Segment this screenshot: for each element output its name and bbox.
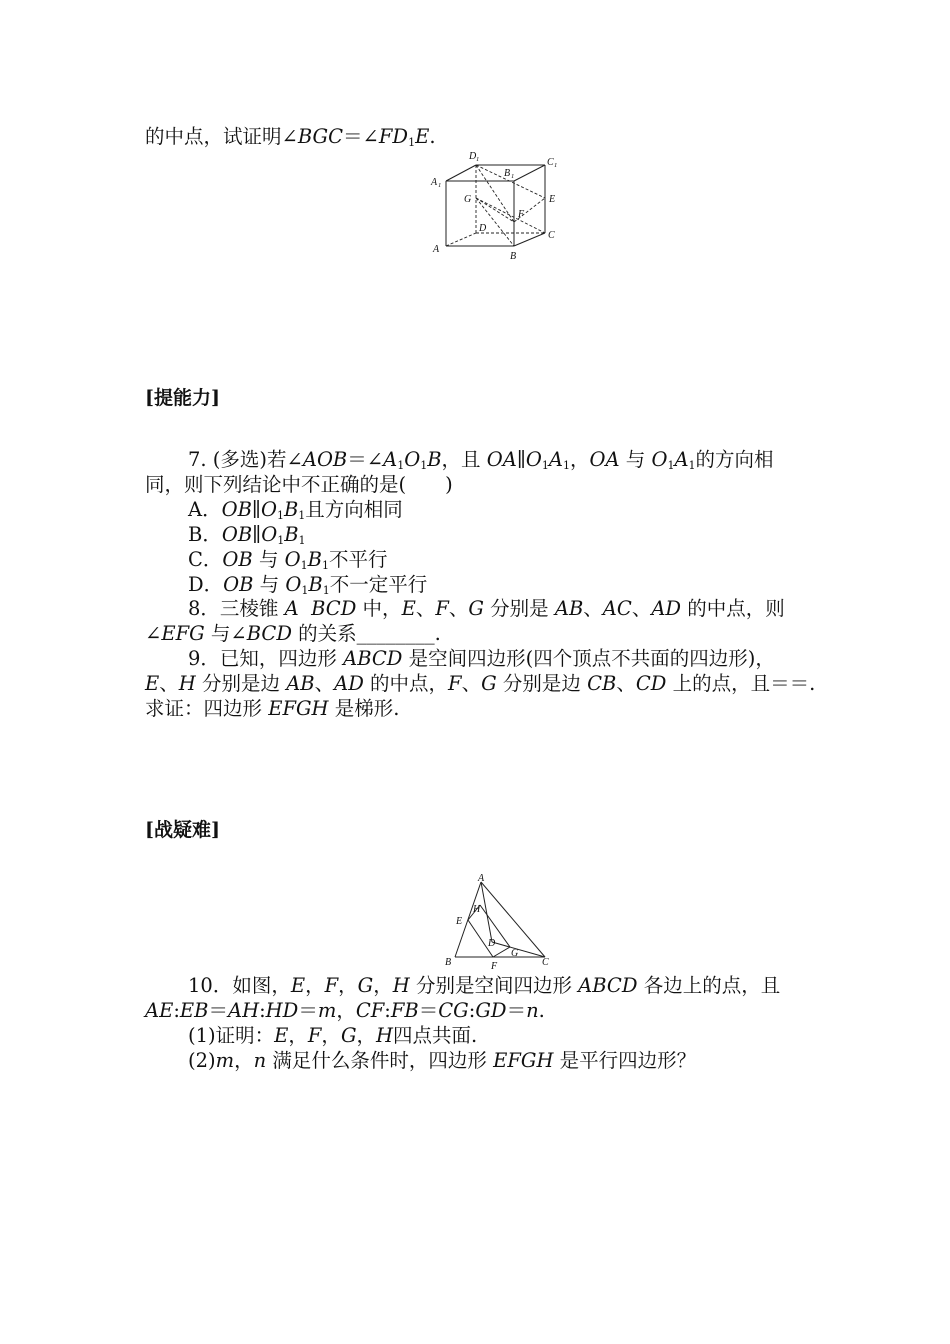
q10-gd: GD [475,999,507,1022]
label-b: B [510,251,517,262]
q10-h: H [376,1024,394,1047]
option-label: B． [188,523,222,546]
q10-e: E [274,1024,289,1047]
label-a1-sub: 1 [438,182,442,189]
q7-o: O [284,548,301,571]
q7-b: B [283,498,299,521]
q7-sub: 1 [298,534,306,547]
q7-a1: A [383,448,398,471]
q6-angle-bgc: BGC [297,125,344,148]
q10-colon: : [384,999,391,1022]
q8-sep: 、 [448,597,469,620]
q7-sub: 1 [277,534,285,547]
q7-o: O [285,573,302,596]
label-g: G [511,948,519,959]
q10-text: (1)证明： [188,1024,275,1047]
q8-f: F [435,597,449,620]
q7-line2: 同，则下列结论中不正确的是( ) [145,473,453,496]
q7-option-c[interactable] [188,548,388,572]
q7-b: B [308,573,323,596]
q9-sep: 、 [616,672,636,695]
label-d1: D [469,151,477,162]
q7-sub: 1 [420,459,428,472]
q9-text: 的中点， [363,672,449,695]
q10-fb: FB [390,999,419,1022]
q7-with: 与 [619,448,652,471]
label-c: C [548,230,555,241]
q10-comma: ， [356,1024,377,1047]
q9-text: 是空间四边形(四个顶点不共面的四边形)， [402,647,775,670]
q8-bcd: BCD [311,597,357,620]
q7-intro: 7. (多选)若∠ [188,448,303,471]
option-text: 且方向相同 [305,498,403,521]
label-c1: C [547,157,554,168]
q10-g: G [357,974,374,997]
q10-comma: ， [234,1049,254,1072]
q9-cd: CD [635,672,667,695]
q8-a: A [284,597,299,620]
q7-parallel: ∥ [516,448,526,471]
q10-comma: ， [373,974,393,997]
option-text: 不平行 [329,548,388,571]
q6-eq: ＝∠ [343,125,379,148]
q7-o1a1-a: A [548,448,563,471]
label-a: A [433,244,440,255]
q7-sub: 1 [322,584,330,597]
q7-sub: 1 [562,459,570,472]
q7-option-a[interactable] [188,498,403,522]
q8-line2 [145,622,441,646]
label-g: G [464,194,472,205]
q7-sub: 1 [300,559,308,572]
label-f: F [491,961,498,972]
q7-end: 的方向相 [695,448,774,471]
q10-dot: . [538,999,545,1022]
q10-ah: AH [228,999,260,1022]
q7-option-b[interactable] [188,523,306,547]
q9-ad: AD [334,672,364,695]
q8-g: G [468,597,484,620]
q10-f: F [324,974,339,997]
q8-angle: ∠ [145,622,162,645]
q10-text: 分别是空间四边形 [409,974,579,997]
q7-b: B [284,523,299,546]
q7-ob: OB [221,498,252,521]
q8-text: 中， [356,597,402,620]
q9-text: 上的点，且＝＝. [666,672,816,695]
q7-b: B [307,548,322,571]
q9-text: 分别是边 [496,672,588,695]
q8-ac: AC [602,597,632,620]
q7-o: O [261,523,278,546]
q7-oa2: OA [589,448,620,471]
q9-ab: AB [286,672,315,695]
q9-sep: 、 [461,672,482,695]
q10-ae: AE [145,999,174,1022]
label-e: E [549,194,556,205]
q10-cg: CG [438,999,469,1022]
label-f: F [518,209,525,220]
option-label: D． [188,573,224,596]
q8-ad: AD [651,597,682,620]
q8-sep: 、 [631,597,652,620]
q10-colon: : [468,999,476,1022]
heading-improve: [提能力] [145,387,220,409]
q10-text: 满足什么条件时，四边形 [266,1049,494,1072]
q8-e: E [401,597,416,620]
q10-eq: ＝ [298,999,318,1022]
option-text: 不一定平行 [329,573,428,596]
q8-intro: 8．三棱锥 [188,597,285,620]
q8-text: 的中点，则 [681,597,785,620]
q7-parallel: ∥ [252,523,262,546]
q7-o1: O [404,448,421,471]
q10-n: n [253,1049,267,1072]
q6-angle-e: E [415,125,430,148]
q7-sub: 1 [541,459,549,472]
q7-oa: OA [486,448,517,471]
q7-sub: 1 [298,509,306,522]
q8-blank-text: 的关系________. [291,622,441,645]
q10-intro: 10．如图， [188,974,291,997]
q7-eq: ＝∠ [347,448,384,471]
label-c1-sub: 1 [554,162,558,169]
q10-n: n [526,999,539,1022]
label-b1: B [504,168,511,179]
q9-efgh: EFGH [268,697,329,720]
q9-text: 求证：四边形 [145,697,269,720]
q10-line2 [145,999,545,1023]
q10-text: 各边上的点，且 [637,974,781,997]
q8-line1 [188,597,785,621]
cube-figure [428,150,568,265]
q7-o1a1-o: O [651,448,668,471]
q6-sub: 1 [408,136,416,149]
q10-eb: EB [179,999,209,1022]
q10-f: F [307,1024,322,1047]
heading-challenge: [战疑难] [145,819,220,841]
q10-h: H [392,974,410,997]
q10-comma: ， [336,999,356,1022]
q7-o: O [260,498,277,521]
q7-with: 与 [252,548,285,571]
q7-comma: ， [569,448,590,471]
q9-f: F [448,672,462,695]
q10-line1 [188,974,780,998]
q8-sep: 、 [583,597,603,620]
q7-line1 [188,448,774,472]
q10-colon: : [173,999,180,1022]
q8-sep: 、 [415,597,436,620]
q10-text: (2) [188,1049,216,1072]
q8-text: 分别是 [483,597,555,620]
q9-abcd: ABCD [343,647,403,670]
q10-abcd: ABCD [578,974,638,997]
q8-ab: AB [554,597,584,620]
option-label: C． [188,548,223,571]
label-e: E [456,916,463,927]
q9-line3 [145,697,399,721]
q7-aob: AOB [302,448,348,471]
q6-text: 的中点，试证明∠ [145,125,298,148]
q6-dot: . [429,125,436,148]
label-d: D [488,938,496,949]
q7-mid: ，且 [441,448,487,471]
q10-m: m [215,1049,235,1072]
q7-sub: 1 [301,584,309,597]
q9-text: 是梯形. [328,697,400,720]
label-b: B [445,957,452,968]
q10-comma: ， [288,1024,308,1047]
q10-efgh: EFGH [493,1049,554,1072]
q9-line2 [145,672,815,696]
q7-sub: 1 [276,509,284,522]
q10-eq: ＝ [208,999,228,1022]
q10-part1 [188,1024,477,1048]
q7-option-d[interactable] [188,573,427,597]
q6-line [145,125,436,149]
q7-sub: 1 [322,559,329,572]
q10-hd: HD [265,999,299,1022]
q9-line1 [188,647,775,671]
q10-eq: ＝ [506,999,527,1022]
label-c: C [542,957,549,968]
label-d1-sub: 1 [476,156,480,163]
q9-text: 分别是边 [195,672,287,695]
q8-text: 与∠ [204,622,247,645]
q9-e: E [145,672,160,695]
q10-e: E [290,974,306,997]
q9-h: H [178,672,196,695]
q10-m: m [317,999,337,1022]
q7-with: 与 [253,573,286,596]
q10-eq: ＝ [418,999,439,1022]
option-label: A． [188,498,222,521]
q9-g: G [481,672,497,695]
q10-comma: ， [321,1024,341,1047]
q7-ob: OB [222,548,253,571]
label-d: D [479,223,487,234]
label-a1: A [431,177,438,188]
q9-intro: 9．已知，四边形 [188,647,344,670]
q7-o1a1-a: A [674,448,689,471]
label-b1-sub: 1 [511,173,515,180]
q10-g: G [340,1024,357,1047]
q10-comma: ， [305,974,325,997]
q6-angle-fd: FD [378,125,409,148]
q9-cb: CB [587,672,617,695]
q7-sub: 1 [397,459,405,472]
q10-text: 是平行四边形？ [553,1049,697,1072]
q8-bcd: BCD [246,622,292,645]
q7-sub: 1 [667,459,675,472]
q10-part2 [188,1049,696,1073]
q9-sep: 、 [159,672,179,695]
tetrahedron-figure [440,872,560,972]
q7-parallel: ∥ [251,498,261,521]
q7-ob: OB [221,523,253,546]
q7-o1a1-o: O [525,448,542,471]
q8-efg: EFG [161,622,205,645]
q7-sub: 1 [688,459,696,472]
label-a: A [478,873,485,884]
q9-sep: 、 [314,672,335,695]
q7-ob: OB [223,573,254,596]
label-h: H [473,904,481,915]
q10-colon: : [259,999,266,1022]
q10-cf: CF [355,999,385,1022]
q10-text: 四点共面. [393,1024,478,1047]
q7-b: B [427,448,442,471]
q10-comma: ， [338,974,358,997]
